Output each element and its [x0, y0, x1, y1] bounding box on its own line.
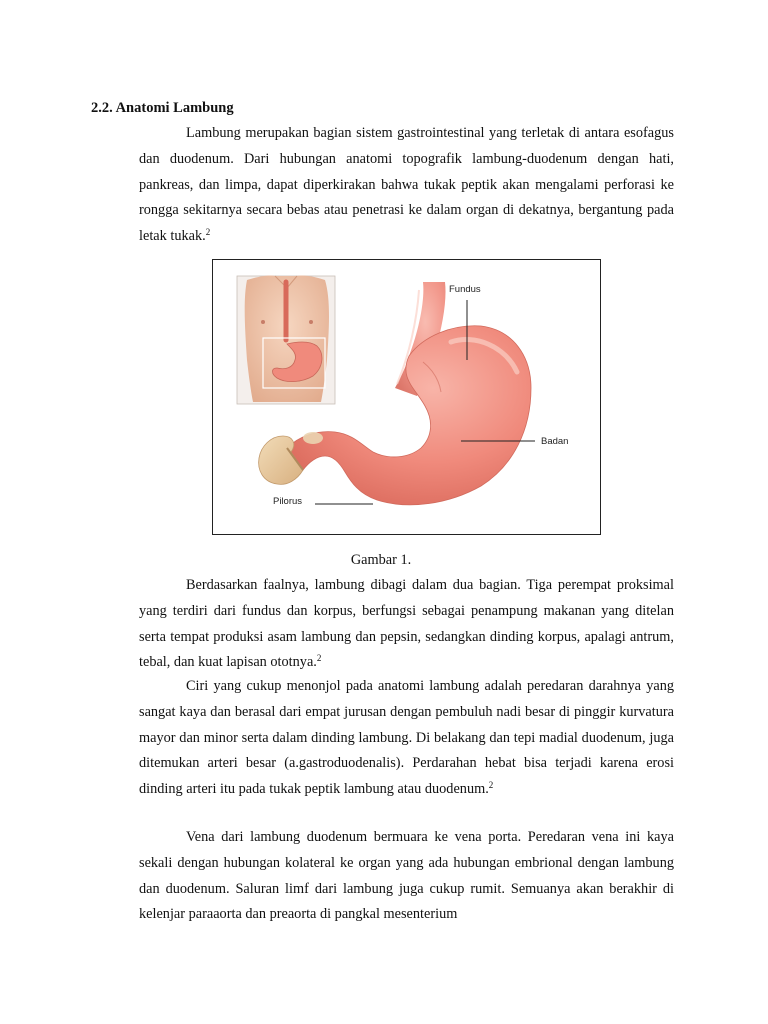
reference-superscript: 2: [488, 780, 494, 791]
torso-inset: [237, 275, 335, 404]
paragraph-venous: [139, 825, 674, 928]
label-badan: Badan: [541, 436, 569, 447]
paragraph-intro: [139, 121, 674, 250]
stomach-anatomy-figure: [212, 259, 601, 535]
reference-superscript: 2: [316, 653, 322, 664]
reference-superscript: 2: [205, 227, 211, 238]
section-heading: 2.2. Anatomi Lambung: [91, 100, 234, 116]
paragraph-function: [139, 573, 674, 676]
paragraph-blood-supply-text: Ciri yang cukup menonjol pada anatomi lambung adalah peredaran darahnya yang sangat kaya dan berasal dari empat jurusan dengan pembuluh nadi besar di pinggir kurvatura mayor dan minor serta dalam dinding lambung. Di belakang dan tepi madial duodenum, juga ditemukan arteri besar (a.gastroduodenalis). Perdarahan hebat bisa terjadi karena erosi dinding arteri itu pada tukak peptik lambung atau duodenum.: [139, 678, 674, 798]
paragraph-blood-supply: [139, 674, 674, 803]
label-pilorus: Pilorus: [273, 496, 303, 507]
label-fundus: Fundus: [449, 284, 481, 295]
figure-caption: [0, 552, 768, 569]
paragraph-intro-text: Lambung merupakan bagian sistem gastrointestinal yang terletak di antara esofagus dan duodenum. Dari hubungan anatomi topografik lambung-duodenum dengan hati, pankreas, dan limpa, dapat diperkirakan bahwa tukak peptik akan mengalami perforasi ke rongga sekitarnya secara bebas atau penetrasi ke dalam organ di dekatnya, bergantung pada letak tukak.: [139, 125, 674, 245]
paragraph-venous-text: Vena dari lambung duodenum bermuara ke vena porta. Peredaran vena ini kaya sekali dengan hubungan kolateral ke organ yang ada hubungan embrional dengan lambung dan duodenum. Saluran limf dari lambung juga cukup rumit. Semuanya akan berakhir di kelenjar paraaorta dan preaorta di pangkal mesenterium: [139, 829, 674, 923]
paragraph-function-text: Berdasarkan faalnya, lambung dibagi dalam dua bagian. Tiga perempat proksimal yang terdiri dari fundus dan korpus, berfungsi sebagai penampung makanan yang ditelan serta tempat produksi asam lambung dan pepsin, sedangkan dinding korpus, apalagi antrum, tebal, dan kuat lapisan ototnya.: [139, 577, 674, 671]
stomach-illustration: [213, 260, 600, 534]
figure-caption-text: Gambar 1.: [350, 552, 412, 568]
